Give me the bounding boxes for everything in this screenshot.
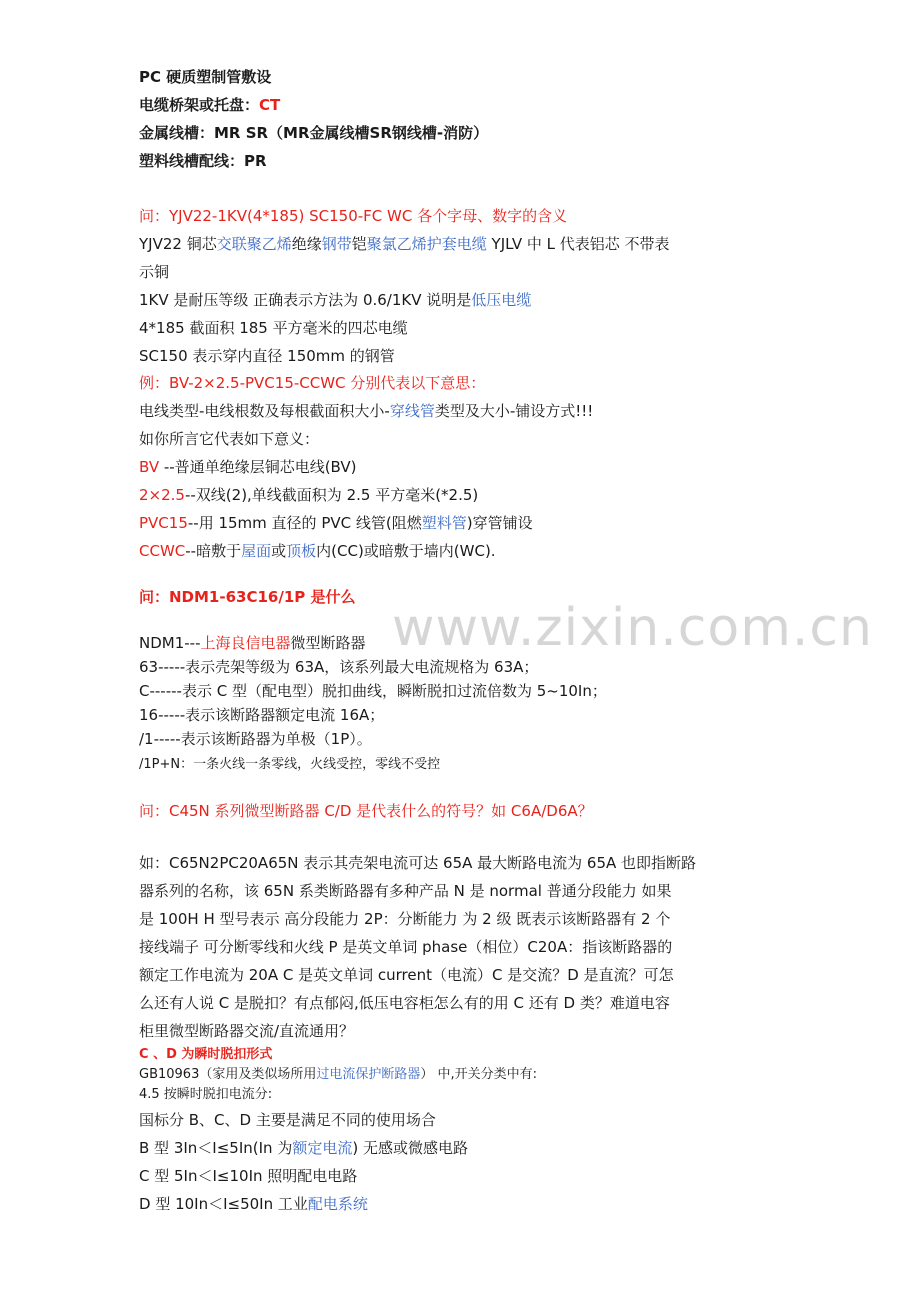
watermark: www.zixin.com.cn <box>392 598 873 658</box>
example-line-meaning: 如你所言它代表如下意义： <box>139 430 320 448</box>
example-line-pvc15: PVC15--用 15mm 直径的 PVC 线管(阻燃塑料管)穿管铺设 <box>139 514 533 532</box>
q3-para-line-3: 是 100H H 型号表示 高分段能力 2P：分断能力 为 2 级 既表示该断路器有 2 个 <box>139 910 671 928</box>
q2-line-1: /1-----表示该断路器为单极（1P）。 <box>139 730 372 748</box>
q3-gb-line: GB10963（家用及类似场所用过电流保护断路器） 中,开关分类中有: <box>139 1067 538 1082</box>
q1-line-cross-section: 4*185 截面积 185 平方毫米的四芯电缆 <box>139 319 408 337</box>
header-line-pr: 塑料线槽配线：PR <box>139 152 267 170</box>
example-line-type: 电线类型-电线根数及每根截面积大小-穿线管类型及大小-铺设方式!!! <box>139 402 594 420</box>
q3-type-d: D 型 10In＜I≤50In 工业配电系统 <box>139 1195 368 1213</box>
q3-para-line-1: 如：C65N2PC20A65N 表示其壳架电流可达 65A 最大断路电流为 65A 也即指断路 <box>139 854 697 872</box>
header-line-pc: PC 硬质塑制管敷设 <box>139 68 272 86</box>
q3-national-standard: 国标分 B、C、D 主要是满足不同的使用场合 <box>139 1111 436 1129</box>
q1-line-sc150: SC150 表示穿内直径 150mm 的钢管 <box>139 347 395 365</box>
q2-line-ndm1: NDM1---上海良信电器微型断路器 <box>139 634 366 652</box>
header-line-ct: 电缆桥架或托盘：CT <box>139 96 281 114</box>
q3-para-line-5: 额定工作电流为 20A C 是英文单词 current（电流）C 是交流？D 是直流？可怎 <box>139 966 674 984</box>
q1-line-yjv22: YJV22 铜芯交联聚乙烯绝缘钢带铠聚氯乙烯护套电缆 YJLV 中 L 代表铝芯 不带表 <box>139 235 670 253</box>
q3-para-line-6: 么还有人说 C 是脱扣？有点郁闷,低压电容柜怎么有的用 C 还有 D 类？难道电容 <box>139 994 670 1012</box>
q3-type-c: C 型 5In＜I≤10In 照明配电电路 <box>139 1167 358 1185</box>
q3-para-line-7: 柜里微型断路器交流/直流通用？ <box>139 1022 355 1040</box>
q2-line-1pn: /1P+N：一条火线一条零线，火线受控，零线不受控 <box>139 757 441 772</box>
q2-title: 问：NDM1-63C16/1P 是什么 <box>139 588 356 606</box>
header-line-mr: 金属线槽：MR SR（MR金属线槽SR钢线槽-消防） <box>139 124 489 142</box>
q1-line-copper: 示铜 <box>139 263 170 281</box>
example-line-ccwc: CCWC--暗敷于屋面或顶板内(CC)或暗敷于墙内(WC). <box>139 542 496 560</box>
q3-answer: C 、D 为瞬时脱扣形式 <box>139 1047 273 1062</box>
q3-para-line-2: 器系列的名称，该 65N 系类断路器有多种产品 N 是 normal 普通分段能力 如果 <box>139 882 672 900</box>
q3-section-45: 4.5 按瞬时脱扣电流分: <box>139 1087 273 1102</box>
q1-title: 问：YJV22-1KV(4*185) SC150-FC WC 各个字母、数字的含义 <box>139 207 568 225</box>
example-line-bv: BV --普通单绝缘层铜芯电线(BV) <box>139 458 357 476</box>
q2-line-63: 63-----表示壳架等级为 63A，该系列最大电流规格为 63A； <box>139 658 539 676</box>
q3-title: 问：C45N 系列微型断路器 C/D 是代表什么的符号？如 C6A/D6A？ <box>139 802 593 820</box>
q2-line-c: C------表示 C 型（配电型）脱扣曲线，瞬断脱扣过流倍数为 5~10In； <box>139 682 607 700</box>
q3-para-line-4: 接线端子 可分断零线和火线 P 是英文单词 phase（相位）C20A：指该断路器的 <box>139 938 673 956</box>
example-line-2x25: 2×2.5--双线(2),单线截面积为 2.5 平方毫米(*2.5) <box>139 486 479 504</box>
q2-line-16: 16-----表示该断路器额定电流 16A； <box>139 706 385 724</box>
q3-type-b: B 型 3In＜I≤5In(In 为额定电流) 无感或微感电路 <box>139 1139 468 1157</box>
q1-line-voltage: 1KV 是耐压等级 正确表示方法为 0.6/1KV 说明是低压电缆 <box>139 291 532 309</box>
example-title: 例：BV-2×2.5-PVC15-CCWC 分别代表以下意思： <box>139 374 486 392</box>
